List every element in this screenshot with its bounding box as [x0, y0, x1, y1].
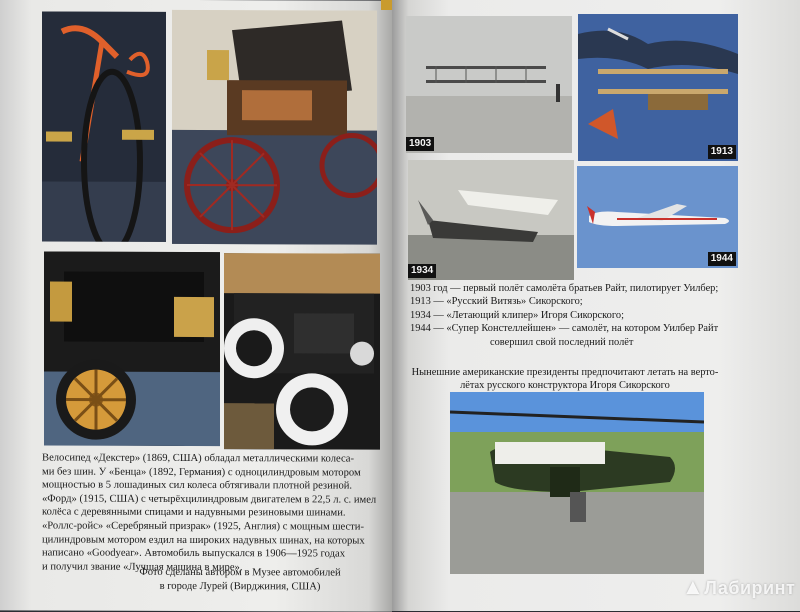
caption-line: написано «Goodyear». Автомобиль выпускался в 1906—1925 годах: [42, 547, 345, 560]
caption-line: 1944 — «Супер Констеллейшен» — самолёт, на котором Уилбер Райт: [410, 323, 719, 335]
caption-line: «Роллс-ройс» «Серебряный призрак» (1925, Англия) с мощным шести-: [42, 520, 365, 533]
caption-line: 1903 год — первый полёт самолёта братьев Райт, пилотирует Уилбер;: [410, 283, 719, 294]
aircraft-caption: [410, 282, 740, 349]
wright-flyer-photo: [406, 16, 572, 153]
year-badge: 1913: [708, 145, 736, 159]
bicycle-dexter-photo: [42, 11, 166, 241]
caption-line: колёса с деревянными спицами и надувными резиновыми шинами.: [42, 506, 346, 519]
sikorsky-helicopter-photo: [450, 392, 704, 574]
photo-credit: [90, 566, 390, 594]
caption-line: 1913 — «Русский Витязь» Сикорского;: [410, 296, 583, 308]
helicopter-caption-line: Нынешние американские президенты предпочитают летать на верто-: [411, 367, 719, 378]
photo-credit-line: Фото сделаны автором в Музее автомобилей: [139, 566, 341, 579]
photo-credit-line: в городе Лурей (Вирджиния, США): [159, 580, 321, 592]
caption-line: Велосипед «Декстер» (1869, США) обладал металлическими колеса-: [42, 452, 355, 465]
benz-carriage-photo: [172, 10, 377, 245]
helicopter-caption: [400, 366, 730, 393]
cars-caption: [42, 451, 382, 575]
labirint-logo-icon: ▲: [682, 574, 705, 599]
watermark-text: Лабиринт: [704, 578, 796, 598]
labirint-watermark: [682, 574, 795, 600]
caption-line: мощностью в 5 лошадиных сил колеса обтягивали плотной резиной.: [42, 479, 353, 492]
caption-line: ми без шин. У «Бенца» (1892, Германия) с одноцилиндровым мотором: [42, 466, 361, 479]
caption-line: совершил свой последний полёт: [490, 336, 634, 348]
caption-line: «Форд» (1915, США) с четырёхцилиндровым двигателем в 22,5 л. с. имел: [42, 493, 377, 506]
russky-vityaz-photo: [578, 14, 738, 161]
caption-line: цилиндровым мотором ездил на широких надувных шинах, на которых: [42, 534, 365, 547]
left-page: [0, 0, 392, 612]
year-badge: 1903: [406, 137, 434, 151]
rolls-royce-silver-ghost-photo: [224, 253, 380, 450]
caption-line: 1934 — «Летающий клипер» Игоря Сикорского;: [410, 309, 624, 321]
year-badge: 1944: [708, 252, 736, 266]
year-badge: 1934: [408, 264, 436, 278]
right-page: [392, 0, 800, 611]
flying-clipper-photo: [408, 160, 574, 280]
super-constellation-photo: [577, 166, 738, 268]
helicopter-caption-line: лётах русского конструктора Игоря Сикорского: [460, 380, 670, 392]
caption-line: и получил звание «Лучшая машина в мире».: [42, 561, 243, 573]
ford-1915-photo: [44, 251, 220, 446]
